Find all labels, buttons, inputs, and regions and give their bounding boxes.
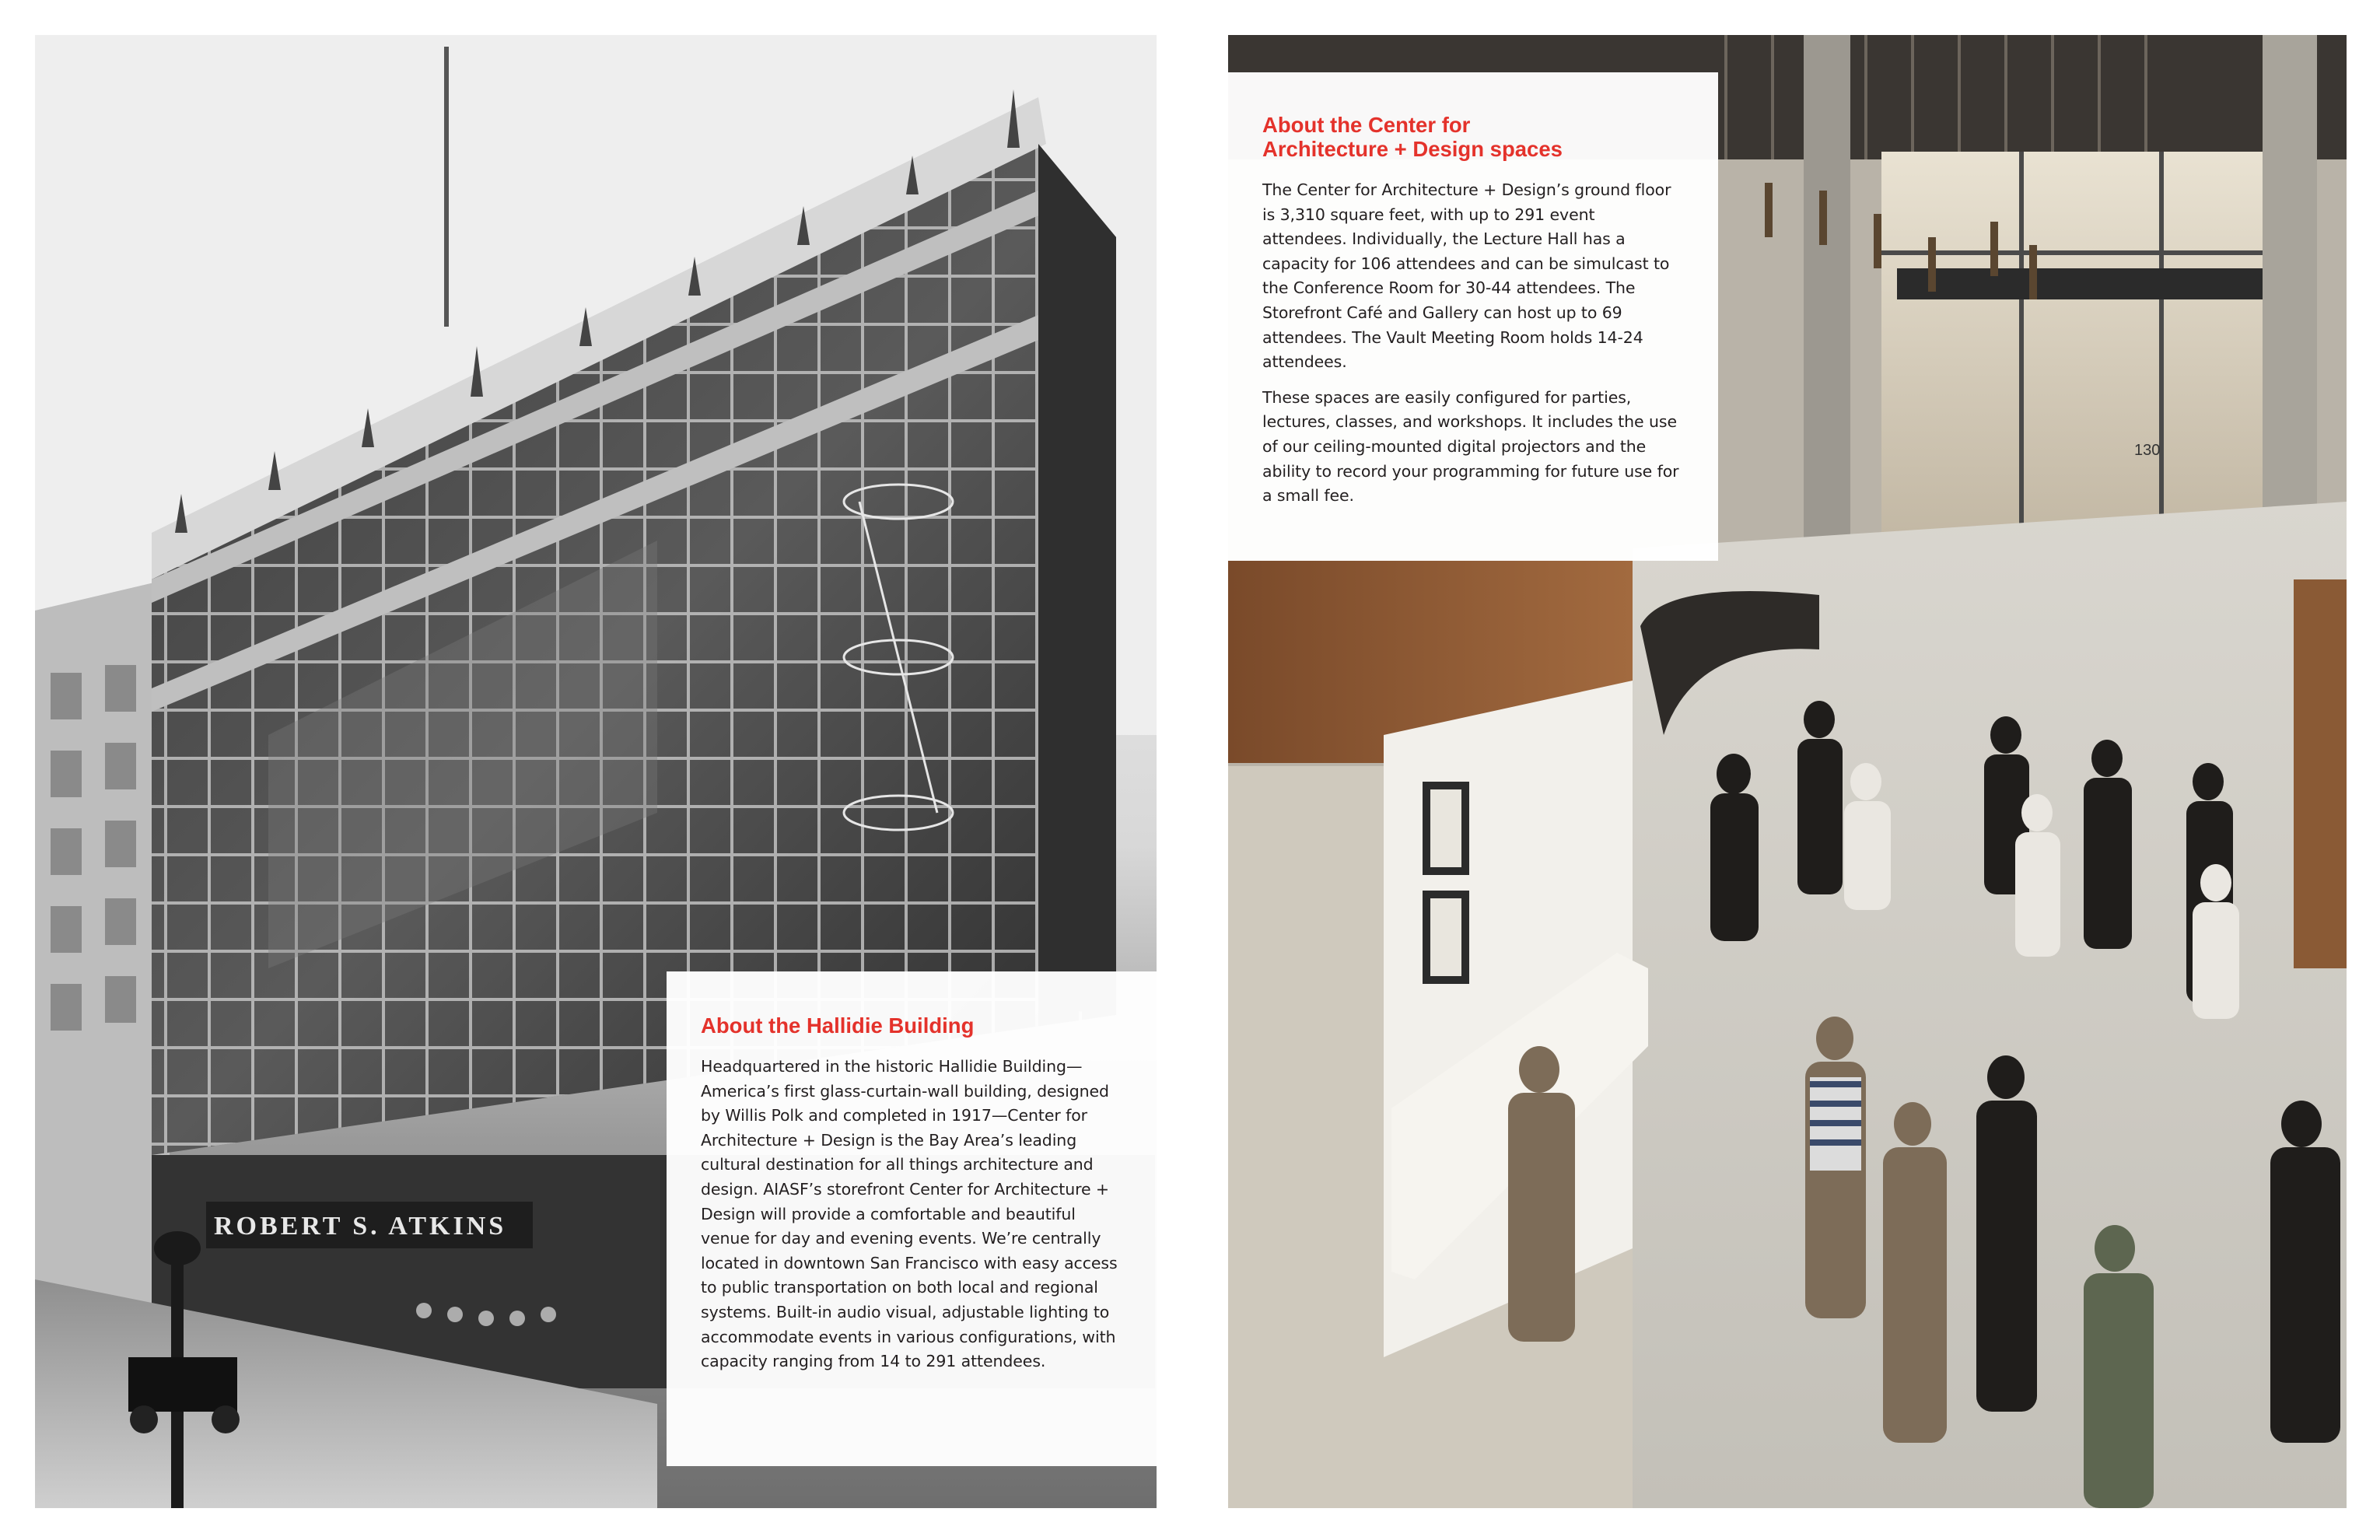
- center-info-box: [1228, 72, 1718, 561]
- door-number: 130: [2134, 442, 2161, 459]
- center-heading-line2: Architecture + Design spaces: [1262, 137, 1563, 161]
- hallidie-info-box: [667, 971, 1157, 1466]
- right-page: [1228, 35, 2347, 1508]
- center-heading-line1: About the Center for: [1262, 113, 1471, 137]
- center-body-para2: These spaces are easily configured for parties, lectures, classes, and workshops. It includes the use of our ceiling-mounted digital projectors and the ability to record your programming for future use for a small fee.: [1262, 387, 1679, 506]
- center-body-para1: The Center for Architecture + Design’s ground floor is 3,310 square feet, with up to 291 event attendees. Individually, the Lecture Hall has a capacity for 106 attendees and can be simulcast to the Conference Room for 30-44 attendees. The Storefront Café and Gallery can host up to 69 attendees. The Vault Meeting Room holds 14-24 attendees.: [1262, 180, 1671, 372]
- storefront-sign: ROBERT S. ATKINS: [214, 1212, 507, 1241]
- left-page: [35, 35, 1157, 1508]
- hallidie-heading: About the Hallidie Building: [701, 1013, 975, 1038]
- center-heading: [1262, 113, 1684, 161]
- hallidie-body: Headquartered in the historic Hallidie Building—America’s first glass-curtain-wall building, designed by Willis Polk and completed in 1917—Center for Architecture + Design is the Bay Area’s leading cultural destination for all things architecture and design. AIASF’s storefront Center for Architecture + Design will provide a comfortable and beautiful venue for day and evening events. We’re centrally located in downtown San Francisco with easy access to public transportation on both local and regional systems. Built-in audio visual, adjustable lighting to accommodate events in various configurations, with capacity ranging from 14 to 291 attendees.: [701, 1057, 1118, 1371]
